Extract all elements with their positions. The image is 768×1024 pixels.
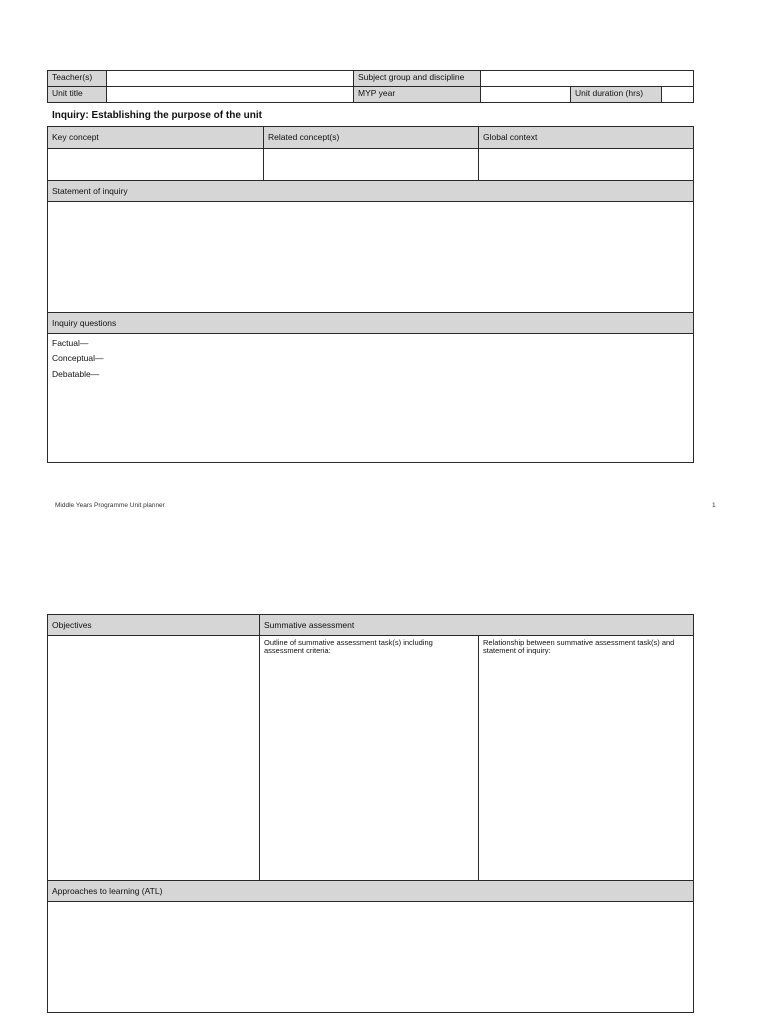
inquiry-section-title: Inquiry: Establishing the purpose of the unit: [52, 110, 262, 121]
statement-of-inquiry-header: Statement of inquiry: [47, 180, 694, 202]
relationship-to-inquiry-label: Relationship between summative assessment task(s) and statement of inquiry:: [483, 638, 675, 655]
objectives-field[interactable]: [47, 635, 260, 881]
subject-group-label: Subject group and discipline: [353, 70, 481, 87]
factual-question-label: Factual—: [52, 338, 89, 348]
outline-summative-tasks-field[interactable]: [259, 635, 479, 881]
unit-title-field[interactable]: [106, 86, 354, 103]
statement-of-inquiry-field[interactable]: [47, 201, 694, 313]
myp-year-label: MYP year: [353, 86, 481, 103]
teacher-field[interactable]: [106, 70, 354, 87]
related-concepts-header: Related concept(s): [263, 126, 479, 149]
inquiry-questions-field[interactable]: [47, 333, 694, 463]
related-concepts-field[interactable]: [263, 148, 479, 181]
subject-group-field[interactable]: [480, 70, 694, 87]
unit-duration-field[interactable]: [661, 86, 694, 103]
outline-summative-tasks-label: Outline of summative assessment task(s) including assessment criteria:: [264, 638, 433, 655]
unit-title-label: Unit title: [47, 86, 107, 103]
relationship-to-inquiry-field[interactable]: [478, 635, 694, 881]
atl-header: Approaches to learning (ATL): [47, 880, 694, 902]
footer-page-number: 1: [712, 502, 716, 509]
global-context-header: Global context: [478, 126, 694, 149]
teacher-label: Teacher(s): [47, 70, 107, 87]
global-context-field[interactable]: [478, 148, 694, 181]
unit-duration-label: Unit duration (hrs): [570, 86, 662, 103]
key-concept-header: Key concept: [47, 126, 264, 149]
atl-field[interactable]: [47, 901, 694, 1013]
summative-assessment-header: Summative assessment: [259, 614, 694, 636]
objectives-header: Objectives: [47, 614, 260, 636]
debatable-question-label: Debatable—: [52, 369, 100, 379]
key-concept-field[interactable]: [47, 148, 264, 181]
conceptual-question-label: Conceptual—: [52, 353, 104, 363]
footer-programme-text: Middle Years Programme Unit planner: [55, 502, 165, 509]
myp-year-field[interactable]: [480, 86, 571, 103]
inquiry-questions-header: Inquiry questions: [47, 312, 694, 334]
